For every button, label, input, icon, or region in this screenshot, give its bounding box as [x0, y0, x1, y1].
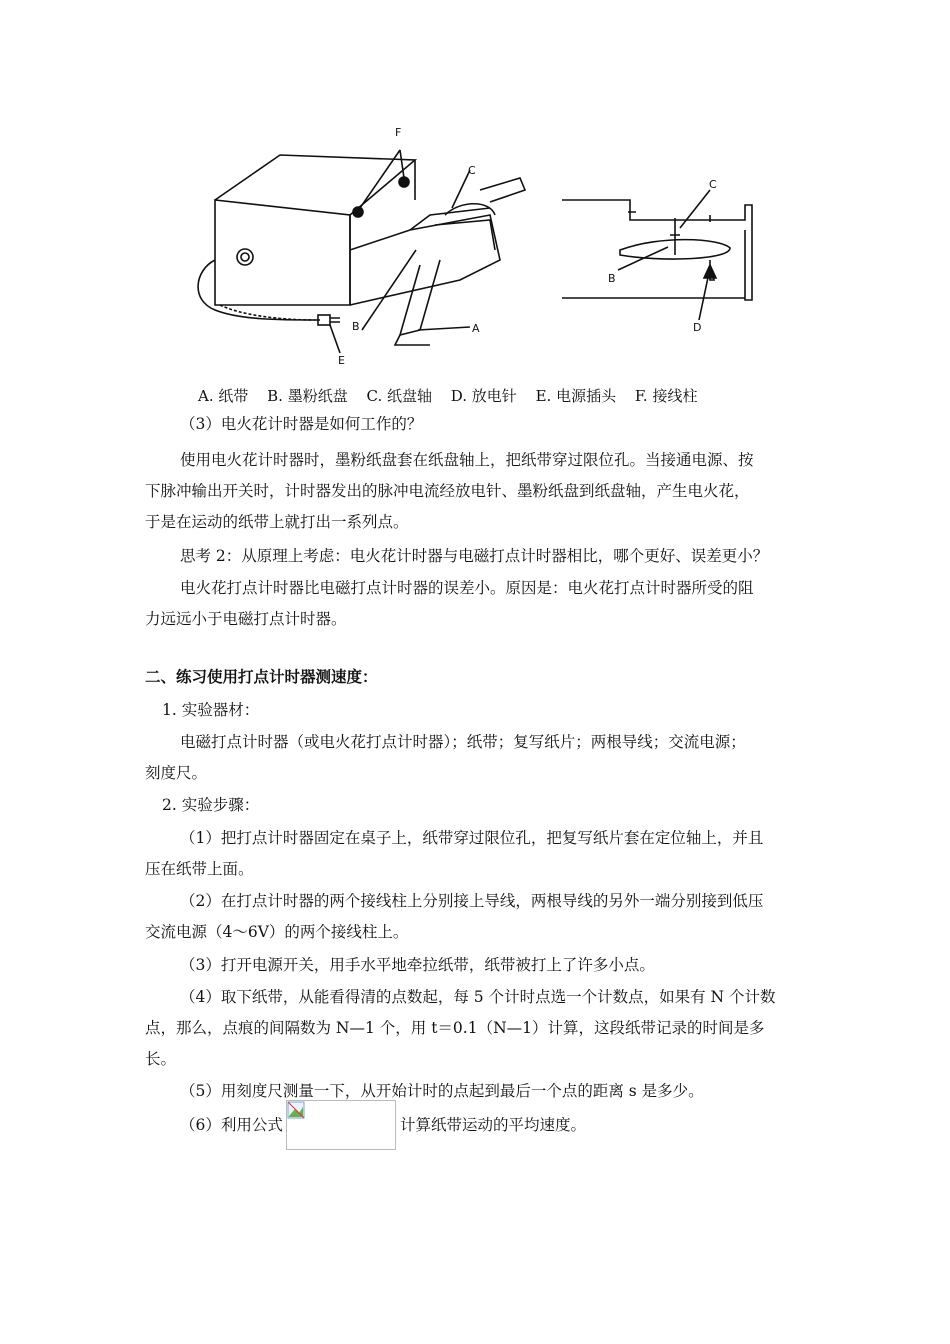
label-d-right: D — [693, 321, 702, 334]
paragraph-line: （4）取下纸带，从能看得清的点数起，每 5 个计时点选一个计数点，如果有 N 个计数 — [180, 988, 776, 1006]
label-b-right: B — [608, 272, 616, 285]
paragraph-line: 思考 2：从原理上考虑：电火花计时器与电磁打点计时器相比，哪个更好、误差更小？ — [180, 547, 769, 565]
paragraph-line: 电火花打点计时器比电磁打点计时器的误差小。原因是：电火花打点计时器所受的阻 — [180, 579, 754, 597]
paragraph-line: 长。 — [145, 1050, 177, 1068]
caption-a: A. 纸带 — [198, 387, 249, 405]
item-heading: 2. 实验步骤： — [162, 796, 260, 814]
subheading-3: （3）电火花计时器是如何工作的？ — [180, 415, 423, 433]
paragraph-line: （3）打开电源开关，用手水平地牵拉纸带，纸带被打上了许多小点。 — [180, 956, 655, 974]
formula-image — [286, 1100, 396, 1150]
paragraph-line: （5）用刻度尺测量一下，从开始计时的点起到最后一个点的距离 s 是多少。 — [180, 1082, 704, 1100]
paragraph-line: （6）利用公式 — [180, 1116, 283, 1134]
paragraph-line: 电磁打点计时器（或电火花打点计时器）；纸带；复写纸片；两根导线；交流电源； — [180, 733, 746, 751]
broken-image-icon — [287, 1101, 305, 1119]
paragraph-line: （1）把打点计时器固定在桌子上，纸带穿过限位孔，把复写纸片套在定位轴上，并且 — [180, 829, 764, 847]
figure-caption — [198, 385, 711, 406]
label-f: F — [395, 126, 402, 139]
label-e: E — [338, 354, 345, 367]
caption-f: F. 接线柱 — [634, 387, 698, 405]
paragraph-line: （2）在打点计时器的两个接线柱上分别接上导线，两根导线的另外一端分别接到低压 — [180, 892, 764, 910]
caption-b: B. 墨粉纸盘 — [267, 387, 348, 405]
paragraph-line: 刻度尺。 — [145, 764, 208, 782]
paragraph-line: 计算纸带运动的平均速度。 — [400, 1116, 587, 1134]
paragraph-line: 交流电源（4～6V）的两个接线柱上。 — [145, 923, 409, 941]
spark-timer-figure — [190, 120, 770, 370]
caption-e: E. 电源插头 — [535, 387, 617, 405]
section-heading: 二、练习使用打点计时器测速度： — [145, 667, 378, 686]
label-c: C — [468, 164, 476, 177]
label-b: B — [352, 320, 360, 333]
caption-d: D. 放电针 — [450, 387, 517, 405]
paragraph-line: 力远远小于电磁打点计时器。 — [145, 610, 347, 628]
paragraph-line: 使用电火花计时器时，墨粉纸盘套在纸盘轴上，把纸带穿过限位孔。当接通电源、按 — [180, 451, 754, 469]
label-c-right: C — [709, 178, 717, 191]
paragraph-line: 点，那么，点痕的间隔数为 N—1 个，用 t＝0.1（N—1）计算，这段纸带记录的时间是多 — [145, 1019, 765, 1037]
label-a: A — [472, 322, 480, 335]
paragraph-line: 于是在运动的纸带上就打出一系列点。 — [145, 513, 409, 531]
paragraph-line: 下脉冲输出开关时，计时器发出的脉冲电流经放电针、墨粉纸盘到纸盘轴，产生电火花， — [145, 482, 750, 500]
item-heading: 1. 实验器材： — [162, 701, 260, 719]
caption-c: C. 纸盘轴 — [366, 387, 432, 405]
paragraph-line: 压在纸带上面。 — [145, 860, 254, 878]
